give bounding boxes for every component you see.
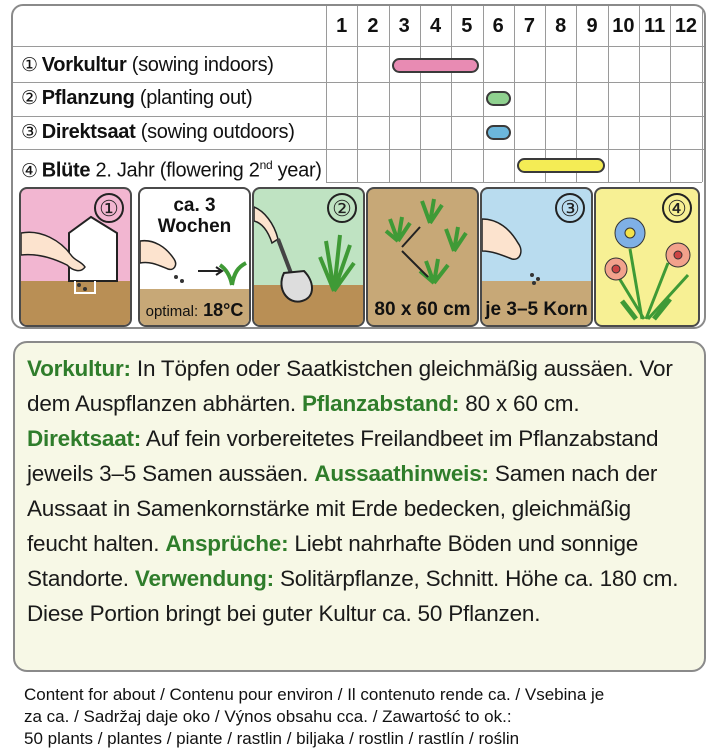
- activity-note: 2. Jahr (flowering 2: [95, 159, 260, 182]
- calendar-row: [13, 82, 704, 115]
- text-aussaathinweis: Samen nach der Aussaat in Samenkornstärke mit Erde bedecken, gleichmäßig feucht halten.: [27, 461, 658, 556]
- period-bar: [486, 125, 511, 140]
- step-number: ④: [21, 160, 38, 182]
- step-3-badge: ③: [555, 193, 585, 223]
- step-number: ③: [21, 122, 38, 143]
- calendar-row-label: [21, 49, 274, 82]
- month-label: 12: [674, 15, 698, 37]
- keyword-aussaathinweis: Aussaathinweis:: [314, 461, 489, 486]
- sowing-calendar-card: [11, 4, 706, 329]
- content-note-line-1: Content for about / Contenu pour environ / Il contenuto rende ca. / Vsebina je: [24, 685, 605, 704]
- sowing-calendar: [13, 6, 704, 186]
- calendar-row: [13, 49, 704, 82]
- text-verwendung: Solitärpflanze, Schnitt. Höhe ca. 180 cm. Diese Portion bringt bei guter Kultur ca. 50 Pflanzen.: [27, 566, 679, 626]
- tile-planting-out: [252, 187, 365, 327]
- activity-note: (planting out): [139, 87, 253, 109]
- tile-spacing: [366, 187, 479, 327]
- month-label: 10: [612, 15, 635, 37]
- keyword-ansprueche: Ansprüche:: [165, 531, 289, 556]
- temperature-value: 18°C: [203, 300, 244, 320]
- keyword-pflanzabstand: Pflanzabstand:: [302, 391, 460, 416]
- tile-flowering: [594, 187, 700, 327]
- content-note-line-3: 50 plants / plantes / piante / rastlin / biljaka / rostlin / rastlín / roślin: [24, 729, 520, 748]
- calendar-row: [13, 149, 704, 182]
- calendar-row-label: [21, 116, 295, 149]
- step-number: ①: [21, 55, 38, 76]
- calendar-row: [13, 116, 704, 149]
- text-vorkultur: In Töpfen oder Saatkistchen gleichmäßig aussäen. Vor dem Auspflanzen abhärten.: [27, 356, 673, 416]
- month-label: 6: [492, 15, 504, 37]
- month-label: 1: [336, 15, 348, 37]
- activity-title: Pflanzung: [41, 87, 140, 109]
- step-2-badge: ②: [327, 193, 357, 223]
- activity-note-end: year): [272, 159, 322, 182]
- spacing-caption: 80 x 60 cm: [374, 299, 471, 320]
- germination-duration: ca. 3 Wochen: [157, 195, 232, 237]
- tile-sowing-outdoors: [480, 187, 593, 327]
- month-label: 9: [586, 15, 598, 37]
- activity-note: (sowing outdoors): [140, 121, 295, 143]
- activity-title: Direktsaat: [41, 121, 141, 143]
- calendar-row-label: [21, 149, 322, 182]
- grid-row-line: [13, 46, 704, 47]
- period-bar: [517, 158, 605, 173]
- germination-temperature: [140, 300, 249, 321]
- activity-title: Vorkultur: [41, 54, 132, 76]
- pink-flower-icon: [605, 243, 690, 280]
- keyword-verwendung: Verwendung:: [134, 566, 274, 591]
- month-label: 4: [429, 15, 442, 37]
- period-bar: [486, 91, 511, 106]
- step-4-badge: ④: [662, 193, 692, 223]
- step-1-badge: ①: [94, 193, 124, 223]
- month-label: 5: [461, 15, 473, 37]
- activity-title: Blüte: [41, 159, 96, 182]
- tile-germination: [138, 187, 251, 327]
- month-label: 3: [398, 15, 410, 37]
- period-bar: [392, 58, 480, 73]
- step-number: ②: [21, 88, 38, 109]
- sowing-instructions: [13, 341, 706, 672]
- month-label: 7: [523, 15, 535, 37]
- month-label: 8: [555, 15, 567, 37]
- text-ansprueche: Liebt nahrhafte Böden und sonnige Standorte.: [27, 531, 639, 591]
- month-label: 11: [644, 15, 666, 37]
- activity-note-superscript: nd: [259, 158, 273, 172]
- text-pflanzabstand: 80 x 60 cm.: [459, 391, 580, 416]
- temperature-prefix: optimal:: [145, 303, 199, 320]
- month-label: 2: [367, 15, 379, 37]
- blue-flower-icon: [615, 218, 645, 248]
- tile-sowing-indoors: [19, 187, 132, 327]
- keyword-direktsaat: Direktsaat:: [27, 426, 142, 451]
- calendar-row-label: [21, 82, 252, 115]
- seeds-per-hole-caption: je 3–5 Korn: [485, 299, 588, 320]
- grid-row-line: [326, 182, 702, 183]
- content-note-line-2: za ca. / Sadržaj daje oko / Výnos obsahu cca. / Zawartość to ok.:: [24, 707, 512, 726]
- keyword-vorkultur: Vorkultur:: [27, 356, 131, 381]
- text-direktsaat: Auf fein vorbereitetes Freilandbeet im Pflanzabstand jeweils 3–5 Samen aussäen.: [27, 426, 659, 486]
- content-note: [24, 684, 714, 750]
- activity-note: (sowing indoors): [131, 54, 274, 76]
